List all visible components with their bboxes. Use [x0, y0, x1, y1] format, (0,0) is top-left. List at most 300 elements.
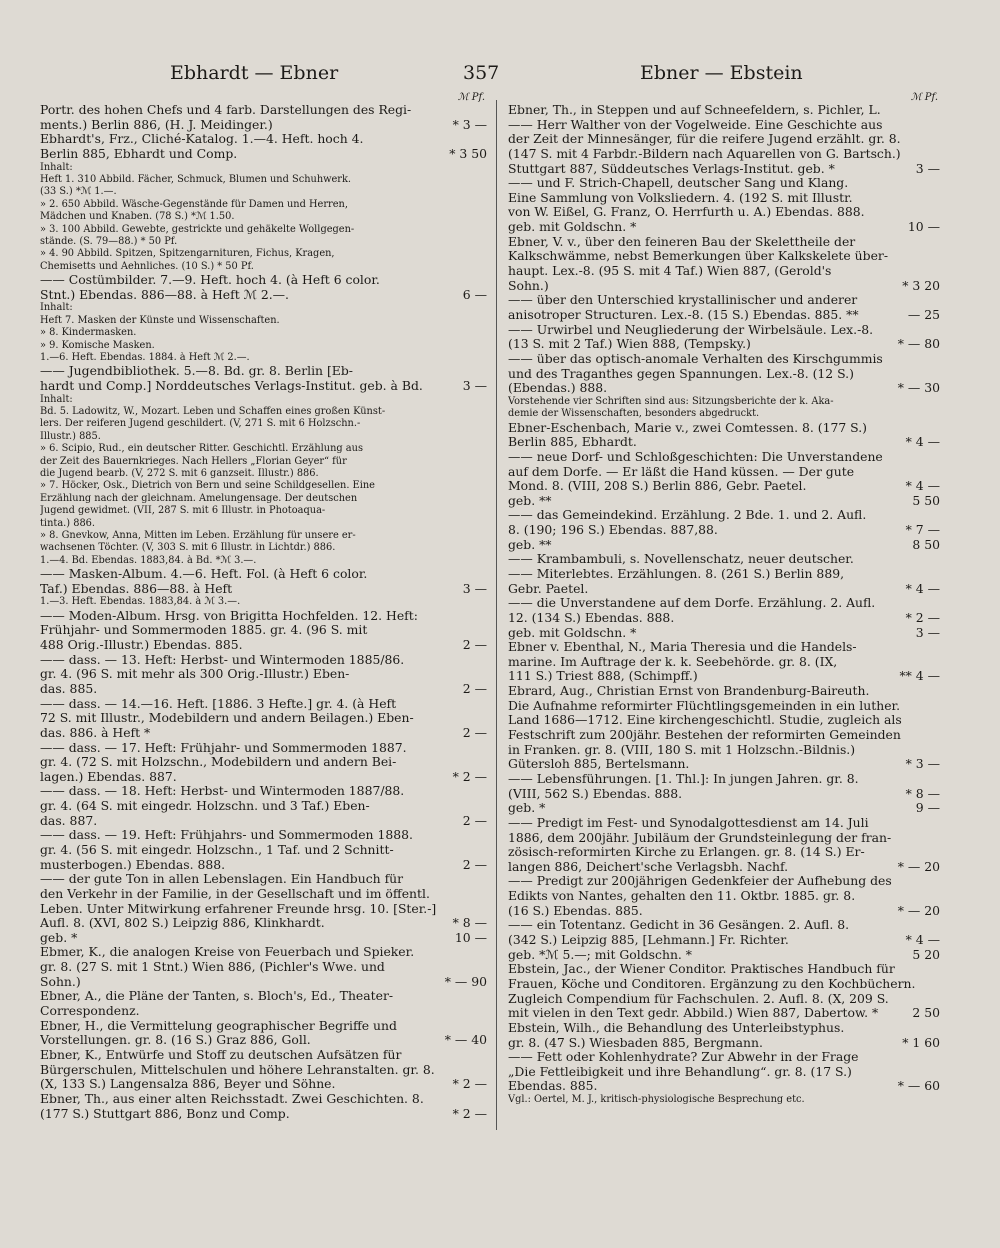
entry-text: —— dass. — 14.—16. Heft. [1886. 3 Hefte.] gr. 4. (à Heft [40, 696, 397, 711]
entry-line [508, 479, 940, 494]
price: * 7 — [905, 523, 940, 538]
entry-text: —— über den Unterschied krystallinischer und anderer [508, 293, 858, 308]
entry-line [40, 770, 487, 785]
bibliography-entry [40, 1019, 487, 1048]
entry-text: Ebstein, Jac., der Wiener Conditor. Praktisches Handbuch für [508, 962, 895, 977]
entry-text: 8. (190; 196 S.) Ebendas. 887,88. [508, 523, 718, 538]
entry-text: (342 S.) Leipzig 885, [Lehmann.] Fr. Richter. [508, 933, 789, 948]
entry-line [508, 596, 940, 611]
entry-line [40, 418, 487, 430]
entry-line [40, 726, 487, 741]
entry-text: geb. * [508, 801, 546, 816]
entry-text: » 6. Scipio, Rud., ein deutscher Ritter. Geschichtl. Erzählung aus [40, 443, 363, 455]
entry-text: —— Masken-Album. 4.—6. Heft. Fol. (à Heft 6 color. [40, 567, 368, 582]
entry-line [40, 902, 487, 917]
entry-line [40, 443, 487, 455]
bibliography-entry [508, 772, 940, 816]
entry-text: Ebendas. 885. [508, 1079, 598, 1094]
entry-text: Vgl.: Oertel, M. J., kritisch-physiologische Besprechung etc. [508, 1094, 805, 1106]
price: * 3 — [452, 117, 487, 132]
entry-text: Jugend gewidmet. (VII, 287 S. mit 6 Illustr. in Photoaqua- [40, 505, 326, 517]
entry-text: stände. (S. 79—88.) * 50 Pf. [40, 235, 178, 247]
entry-line [40, 518, 487, 530]
entry-text: (VIII, 562 S.) Ebendas. 888. [508, 786, 683, 801]
price: — 25 [907, 307, 940, 322]
entry-line [508, 367, 940, 382]
entry-text: Zugleich Compendium für Fachschulen. 2. Aufl. 8. (X, 209 S. [508, 991, 889, 1006]
price: * 2 — [452, 769, 487, 784]
bibliography-entry [40, 653, 487, 697]
entry-text: Ebner, K., Entwürfe und Stoff zu deutschen Aufsätzen für [40, 1047, 402, 1062]
bibliography-entry [508, 918, 940, 962]
entry-text: —— dass. — 18. Heft: Herbst- und Wintermoden 1887/88. [40, 784, 405, 799]
entry-text: Berlin 885, Ebhardt. [508, 435, 637, 450]
entry-text: » 4. 90 Abbild. Spitzen, Spitzengarnituren, Fichus, Kragen, [40, 248, 335, 260]
entry-text: Illustr.) 885. [40, 430, 101, 442]
entry-text: und des Traganthes gegen Spannungen. Lex.-8. (12 S.) [508, 366, 854, 381]
entry-line [508, 381, 940, 396]
price: 3 — [462, 378, 487, 393]
entry-text: Frühjahr- und Sommermoden 1885. gr. 4. (96 S. mit [40, 623, 368, 638]
entry-text: von W. Eißel, G. Franz, O. Herrfurth u. A.) Ebendas. 888. [508, 205, 865, 220]
entry-text: der Zeit des Bauernkrieges. Nach Hellers „Florian Geyer“ für [40, 455, 347, 467]
entry-text: 1.—3. Heft. Ebendas. 1883,84. à ℳ 3.—. [40, 596, 241, 608]
bibliography-entry [508, 323, 940, 352]
entry-text: 488 Orig.-Illustr.) Ebendas. 885. [40, 638, 243, 653]
entry-line [40, 394, 487, 406]
entry-line [40, 224, 487, 236]
price: 3 — [462, 581, 487, 596]
entry-line [508, 699, 940, 714]
entry-line [508, 684, 940, 699]
entry-text: Ebrard, Aug., Christian Ernst von Brandenburg-Baireuth. [508, 684, 870, 699]
bibliography-entry [40, 945, 487, 989]
entry-text: Ebner, Th., in Steppen und auf Schneefeldern, s. Pichler, L. [508, 103, 881, 117]
bibliography-entry [40, 872, 487, 945]
contents-note [508, 1094, 940, 1106]
entry-text: —— über das optisch-anomale Verhalten des Kirschgummis [508, 351, 883, 366]
entry-line [508, 918, 940, 933]
entry-text: Stuttgart 887, Süddeutsches Verlags-Institut. geb. * [508, 161, 835, 176]
entry-text: (33 S.) *ℳ 1.—. [40, 186, 117, 198]
entry-text: Gütersloh 885, Bertelsmann. [508, 757, 690, 772]
entry-text: —— Jugendbibliothek. 5.—8. Bd. gr. 8. Berlin [Eb- [40, 364, 353, 379]
entry-text: —— Miterlebtes. Erzählungen. 8. (261 S.) Berlin 889, [508, 567, 845, 581]
entry-text: 72 S. mit Illustr., Modebildern und andern Beilagen.) Eben- [40, 711, 414, 726]
entry-line [40, 248, 487, 260]
price: 2 — [462, 638, 487, 653]
entry-text: Bd. 5. Ladowitz, W., Mozart. Leben und Schaffen eines großen Künst- [40, 405, 386, 417]
bibliography-entry [40, 609, 487, 653]
entry-text: Mädchen und Knaben. (78 S.) *ℳ 1.50. [40, 211, 235, 223]
entry-text: marine. Im Auftrage der k. k. Seebehörde. gr. 8. (IX, [508, 654, 838, 669]
entry-line [40, 199, 487, 211]
entry-text: Land 1686—1712. Eine kirchengeschichtl. Studie, zugleich als [508, 713, 902, 728]
entry-line [40, 843, 487, 858]
entry-line [40, 1048, 487, 1063]
price: * 3 — [905, 757, 940, 772]
entry-text: —— Fett oder Kohlenhydrate? Zur Abwehr in der Frage [508, 1050, 859, 1065]
entry-text: haupt. Lex.-8. (95 S. mit 4 Taf.) Wien 887, (Gerold's [508, 264, 832, 279]
entry-line [508, 860, 940, 875]
right-column [508, 92, 940, 1106]
bibliography-entry [508, 684, 940, 772]
price: * 8 — [452, 916, 487, 931]
bibliography-entry [40, 741, 487, 785]
price: * — 20 [897, 859, 940, 874]
entry-text: Portr. des hohen Chefs und 4 farb. Darstellungen des Regi- [40, 103, 412, 117]
entry-line [508, 669, 940, 684]
entry-line [508, 494, 940, 509]
price: 6 — [462, 287, 487, 302]
price: 2 — [462, 681, 487, 696]
entry-text: Kalkschwämme, nebst Bemerkungen über Kalkskelete über- [508, 249, 889, 264]
entry-line [508, 435, 940, 450]
entry-text: (147 S. mit 4 Farbdr.-Bildern nach Aquarellen von G. Bartsch.) [508, 146, 901, 161]
entry-line [40, 211, 487, 223]
entry-line [40, 273, 487, 288]
entry-line [508, 948, 940, 963]
bibliography-entry [508, 235, 940, 294]
entry-line [40, 711, 487, 726]
entry-text: —— Predigt im Fest- und Synodalgottesdienst am 14. Juli [508, 815, 869, 830]
bibliography-entry [508, 1021, 940, 1050]
entry-text: —— neue Dorf- und Schloßgeschichten: Die Unverstandene [508, 449, 883, 464]
entry-text: —— Lebensführungen. [1. Thl.]: In jungen Jahren. gr. 8. [508, 771, 859, 786]
entry-text: Chemisetts und Aehnliches. (10 S.) * 50 Pf. [40, 260, 254, 272]
entry-line [508, 132, 940, 147]
entry-text: Inhalt: [40, 161, 73, 173]
price: * 3 20 [902, 278, 940, 293]
entry-text: Sohn.) [40, 974, 81, 989]
entry-text: demie der Wissenschaften, besonders abgedruckt. [508, 408, 760, 420]
entry-line [40, 596, 487, 608]
entry-text: mit vielen in den Text gedr. Abbild.) Wien 887, Dabertow. * [508, 1006, 879, 1021]
running-head-left: Ebhardt — Ebner [170, 62, 339, 84]
entry-line [508, 1036, 940, 1051]
entry-text: das. 887. [40, 813, 98, 828]
bibliography-entry [40, 103, 487, 132]
bibliography-entry [508, 352, 940, 396]
bibliography-entry [40, 989, 487, 1018]
bibliography-entry [508, 293, 940, 322]
entry-text: Ebner, V. v., über den feineren Bau der Skelettheile der [508, 234, 856, 249]
bibliography-entry [508, 421, 940, 450]
entry-text: Vorstehende vier Schriften sind aus: Sitzungsberichte der k. Aka- [508, 395, 834, 407]
price: 3 — [915, 161, 940, 176]
entry-text: Eine Sammlung von Volksliedern. 4. (192 S. mit Illustr. [508, 190, 853, 205]
entry-line [508, 523, 940, 538]
entry-line [508, 582, 940, 597]
entry-text: geb. * [40, 930, 78, 945]
entry-line [40, 147, 487, 162]
entry-line [508, 757, 940, 772]
entry-text: Ebner, Th., aus einer alten Reichsstadt. Zwei Geschichten. 8. [40, 1091, 424, 1106]
entry-text: —— der gute Ton in allen Lebenslagen. Ein Handbuch für [40, 872, 404, 887]
entry-line [40, 327, 487, 339]
entry-line [40, 302, 487, 314]
entry-line [40, 858, 487, 873]
entry-line [40, 567, 487, 582]
entry-line [40, 352, 487, 364]
price: 3 — [915, 625, 940, 640]
entry-line [40, 887, 487, 902]
price: * 2 — [452, 1077, 487, 1092]
entry-line [40, 555, 487, 567]
left-column [40, 92, 487, 1121]
entry-text: musterbogen.) Ebendas. 888. [40, 857, 226, 872]
bibliography-entry [508, 640, 940, 684]
entry-text: Edikts von Nantes, gehalten den 11. Oktbr. 1885. gr. 8. [508, 889, 856, 904]
price: * 1 60 [902, 1035, 940, 1050]
entry-line [508, 279, 940, 294]
entry-text: gr. 4. (72 S. mit Holzschn., Modebildern und andern Bei- [40, 755, 397, 770]
entry-line [40, 1063, 487, 1078]
entry-line [508, 977, 940, 992]
entry-line [40, 364, 487, 379]
bibliography-entry [508, 962, 940, 1021]
entry-text: wachsenen Töchter. (V, 303 S. mit 6 Illustr. in Lichtdr.) 886. [40, 542, 336, 554]
entry-line [508, 162, 940, 177]
entry-line [40, 1004, 487, 1019]
contents-note [40, 162, 487, 274]
entry-line [508, 538, 940, 553]
entry-line [40, 103, 487, 118]
entry-line [508, 1094, 940, 1106]
price: 5 50 [912, 493, 940, 508]
entry-line [40, 236, 487, 248]
entry-line [508, 1006, 940, 1021]
entry-line [40, 542, 487, 554]
entry-line [508, 191, 940, 206]
entry-line [40, 1033, 487, 1048]
entry-text: Correspondenz. [40, 1004, 140, 1019]
price: * — 90 [444, 974, 487, 989]
entry-text: Erzählung nach der gleichnam. Amelungensage. Der deutschen [40, 492, 358, 504]
entry-line [40, 741, 487, 756]
price: * 8 — [905, 786, 940, 801]
entry-text: » 3. 100 Abbild. Gewebte, gestrickte und gehäkelte Wollgegen- [40, 223, 355, 235]
entry-text: 1.—6. Heft. Ebendas. 1884. à Heft ℳ 2.—. [40, 351, 250, 363]
entry-line [40, 1019, 487, 1034]
entry-line [40, 186, 487, 198]
entry-line [508, 508, 940, 523]
entry-line [40, 828, 487, 843]
entry-line [508, 640, 940, 655]
entry-text: Ebhardt's, Frz., Cliché-Katalog. 1.—4. Heft. hoch 4. [40, 132, 364, 147]
entry-text: das. 885. [40, 681, 98, 696]
price: * 4 — [905, 581, 940, 596]
entry-text: Die Aufnahme reformirter Flüchtlingsgemeinden in ein luther. [508, 698, 901, 713]
bibliography-entry [40, 1048, 487, 1092]
entry-line [508, 713, 940, 728]
entry-text: lagen.) Ebendas. 887. [40, 769, 177, 784]
entry-line [40, 784, 487, 799]
entry-text: Ebstein, Wilh., die Behandlung des Unterleibstyphus. [508, 1020, 845, 1035]
bibliography-entry [40, 273, 487, 302]
entry-text: ments.) Berlin 886, (H. J. Meidinger.) [40, 117, 273, 132]
entry-text: „Die Fettleibigkeit und ihre Behandlung“. gr. 8. (17 S.) [508, 1064, 852, 1079]
entry-text: » 8. Kindermasken. [40, 327, 137, 339]
entry-line [508, 1021, 940, 1036]
bibliography-entry [40, 784, 487, 828]
entry-text: Vorstellungen. gr. 8. (16 S.) Graz 886, Goll. [40, 1033, 311, 1048]
price: ** 4 — [899, 669, 940, 684]
entry-line [40, 975, 487, 990]
entry-line [508, 787, 940, 802]
entry-text: —— dass. — 17. Heft: Frühjahr- und Sommermoden 1887. [40, 740, 407, 755]
contents-note [40, 302, 487, 364]
entry-text: Ebmer, K., die analogen Kreise von Feuerbach und Spieker. [40, 945, 415, 960]
bibliography-entry [508, 103, 940, 118]
entry-line [40, 174, 487, 186]
bibliography-entry [508, 176, 940, 235]
entry-line [508, 743, 940, 758]
entry-text: Leben. Unter Mitwirkung erfahrener Freunde hrsg. 10. [Ster.-] [40, 901, 437, 916]
entry-text: (X, 133 S.) Langensalza 886, Beyer und Söhne. [40, 1077, 336, 1092]
column-divider [496, 100, 497, 1130]
entry-text: (Ebendas.) 888. [508, 381, 608, 396]
bibliography-entry [40, 1092, 487, 1121]
entry-line [508, 264, 940, 279]
entry-text: —— Predigt zur 200jährigen Gedenkfeier der Aufhebung des [508, 874, 892, 889]
entry-line [508, 147, 940, 162]
entry-text: den Verkehr in der Familie, in der Gesellschaft und im öffentl. [40, 886, 430, 901]
page-header [0, 62, 1000, 92]
entry-line [508, 567, 940, 582]
entry-line [508, 323, 940, 338]
entry-line [508, 611, 940, 626]
entry-text: geb. mit Goldschn. * [508, 625, 637, 640]
price: * 3 50 [449, 146, 487, 161]
entry-line [40, 872, 487, 887]
entry-line [40, 931, 487, 946]
entry-line [40, 1092, 487, 1107]
bibliography-entry [508, 567, 940, 596]
bibliography-entry [508, 450, 940, 509]
entry-text: —— und F. Strich-Chapell, deutscher Sang und Klang. [508, 176, 849, 191]
entry-text: Festschrift zum 200jähr. Bestehen der reformirten Gemeinden [508, 728, 901, 743]
entry-line [40, 799, 487, 814]
entry-line [40, 582, 487, 597]
entry-text: tinta.) 886. [40, 517, 96, 529]
price: 2 — [462, 813, 487, 828]
entry-text: gr. 8. (47 S.) Wiesbaden 885, Bergmann. [508, 1035, 763, 1050]
entry-text: (177 S.) Stuttgart 886, Bonz und Comp. [40, 1106, 290, 1121]
entry-text: —— ein Totentanz. Gedicht in 36 Gesängen. 2. Aufl. 8. [508, 918, 850, 933]
entry-line [508, 801, 940, 816]
entry-line [508, 933, 940, 948]
price: * — 30 [897, 381, 940, 396]
entry-line [40, 638, 487, 653]
contents-note [40, 394, 487, 567]
entry-text: zösisch-reformirten Kirche zu Erlangen. gr. 8. (14 S.) Er- [508, 845, 865, 860]
price: * 4 — [905, 479, 940, 494]
entry-line [508, 904, 940, 919]
entry-text: Ebner, H., die Vermittelung geographischer Begriffe und [40, 1018, 397, 1033]
entry-line [508, 655, 940, 670]
entry-line [40, 288, 487, 303]
entry-text: Inhalt: [40, 393, 73, 405]
entry-text: Inhalt: [40, 302, 73, 314]
entry-line [508, 465, 940, 480]
entry-line [508, 772, 940, 787]
entry-text: die Jugend bearb. (V, 272 S. mit 6 ganzseit. Illustr.) 886. [40, 467, 319, 479]
bibliography-entry [40, 364, 487, 393]
entry-line [40, 682, 487, 697]
entry-text: geb. *ℳ 5.—; mit Goldschn. * [508, 947, 692, 962]
entry-text: auf dem Dorfe. — Er läßt die Hand küssen. — Der gute [508, 464, 855, 479]
price: * — 60 [897, 1079, 940, 1094]
entry-line [40, 505, 487, 517]
entry-line [40, 340, 487, 352]
bibliography-entry [508, 874, 940, 918]
entry-line [40, 162, 487, 174]
entry-line [508, 408, 940, 420]
currency-column-header: ℳ Pf. [457, 92, 485, 103]
entry-line [40, 623, 487, 638]
entry-text: —— Urwirbel und Neugliederung der Wirbelsäule. Lex.-8. [508, 322, 874, 337]
entry-text: —— Moden-Album. Hrsg. von Brigitta Hochfelden. 12. Heft: [40, 608, 418, 623]
running-head-right: Ebner — Ebstein [640, 62, 803, 84]
bibliography-entry [40, 132, 487, 161]
entry-line [508, 205, 940, 220]
entry-text: geb. ** [508, 537, 552, 552]
entry-line [508, 118, 940, 133]
entry-line [508, 220, 940, 235]
entry-line [40, 755, 487, 770]
entry-line [508, 1050, 940, 1065]
price: 5 20 [912, 947, 940, 962]
entry-text: gr. 4. (64 S. mit eingedr. Holzschn. und 3 Taf.) Eben- [40, 799, 370, 814]
entry-text: geb. mit Goldschn. * [508, 220, 637, 235]
entry-line [508, 845, 940, 860]
entry-line [508, 103, 940, 118]
entry-text: das. 886. à Heft * [40, 725, 151, 740]
entry-line [508, 176, 940, 191]
entry-line [40, 1107, 487, 1122]
entry-line [40, 814, 487, 829]
entry-text: » 8. Gnevkow, Anna, Mitten im Leben. Erzählung für unsere er- [40, 529, 356, 541]
entry-line [508, 249, 940, 264]
entry-text: Aufl. 8. (XVI, 802 S.) Leipzig 886, Klinkhardt. [40, 916, 325, 931]
entry-line [40, 697, 487, 712]
entry-line [508, 626, 940, 641]
entry-line [508, 421, 940, 436]
entry-text: lers. Der reiferen Jugend geschildert. (V, 271 S. mit 6 Holzschn.- [40, 418, 361, 430]
entry-line [40, 431, 487, 443]
currency-column-header: ℳ Pf. [910, 92, 938, 103]
entry-line [40, 315, 487, 327]
entry-line [508, 874, 940, 889]
entry-text: Berlin 885, Ebhardt und Comp. [40, 146, 238, 161]
entry-line [40, 653, 487, 668]
entry-text: —— dass. — 19. Heft: Frühjahrs- und Sommermoden 1888. [40, 828, 413, 843]
page-number: 357 [463, 62, 500, 84]
entry-text: 111 S.) Triest 888, (Schimpff.) [508, 669, 698, 684]
entry-text: —— Costümbilder. 7.—9. Heft. hoch 4. (à Heft 6 color. [40, 273, 380, 288]
bibliography-entry [508, 596, 940, 640]
entry-text: anisotroper Structuren. Lex.-8. (15 S.) Ebendas. 885. ** [508, 307, 859, 322]
price: 10 — [454, 930, 487, 945]
entry-line [40, 261, 487, 273]
entry-text: (16 S.) Ebendas. 885. [508, 903, 643, 918]
entry-text: in Franken. gr. 8. (VIII, 180 S. mit 1 Holzschn.-Bildnis.) [508, 742, 856, 757]
entry-text: » 9. Komische Masken. [40, 339, 155, 351]
entry-line [508, 396, 940, 408]
bibliography-entry [40, 567, 487, 596]
entry-text: Ebner-Eschenbach, Marie v., zwei Comtessen. 8. (177 S.) [508, 420, 868, 435]
